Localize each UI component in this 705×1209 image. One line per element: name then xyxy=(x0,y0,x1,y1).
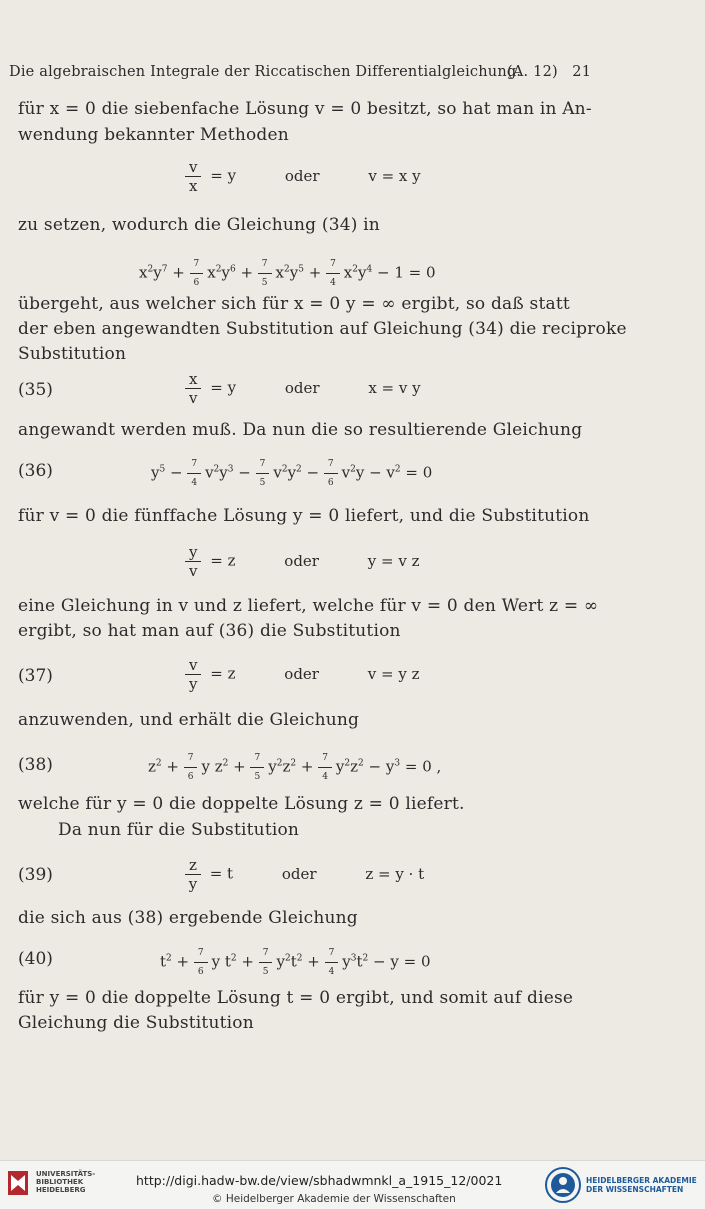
text-line: für y = 0 die doppelte Lösung t = 0 ergibt, und somit auf diese xyxy=(18,988,574,1008)
equation-40: $t^2$ + $\frac{7}{6}$ y $t^2$ + $\frac{7}{5}$ $y^2t^2$ + $\frac{7}{4}$ $y^3t^2 - y = 0$ xyxy=(160,944,431,981)
academy-seal-icon xyxy=(544,1165,582,1205)
text-line: für v = 0 die fünffache Lösung y = 0 liefert, und die Substitution xyxy=(18,506,590,526)
equation-number: (40) xyxy=(18,949,53,969)
library-crest-icon xyxy=(6,1167,30,1199)
running-header xyxy=(9,64,592,80)
academy-logo: HEIDELBERGER AKADEMIE DER WISSENSCHAFTEN xyxy=(544,1165,582,1209)
permalink[interactable]: http://digi.hadw-bw.de/view/sbhadwmnkl_a_1915_12/0021 xyxy=(136,1173,503,1188)
text-line: ergibt, so hat man auf (36) die Substitution xyxy=(18,621,401,641)
equation-36: $y^5$ − $\frac{7}{4}$ $v^2y^3$ − $\frac{7}{5}$ $v^2y^2$ − $\frac{7}{6}$ $v^2y - v^2 = 0$ xyxy=(151,455,432,492)
viewer-footer xyxy=(0,1160,705,1209)
equation-39: $\frac{z}{y}$ = t oder z = y · t xyxy=(185,856,424,893)
substitution-3: $\frac{y}{v}$ = z oder y = v z xyxy=(185,543,420,580)
text-line: wendung bekannter Methoden xyxy=(18,125,289,145)
text-line: der eben angewandten Substitution auf Gleichung (34) die reciproke xyxy=(18,319,627,339)
page-number: 21 xyxy=(572,64,592,80)
university-library-logo: UNIVERSITÄTS-BIBLIOTHEK HEIDELBERG xyxy=(6,1167,30,1203)
equation-number: (37) xyxy=(18,666,53,686)
header-section: (A. 12) xyxy=(507,64,558,80)
equation-number: (35) xyxy=(18,380,53,400)
text-line: Da nun für die Substitution xyxy=(58,820,300,840)
text-line: zu setzen, wodurch die Gleichung (34) in xyxy=(18,215,380,235)
equation-35: $\frac{x}{v}$ = y oder x = v y xyxy=(185,370,421,407)
equation-number: (38) xyxy=(18,755,53,775)
equation-number: (39) xyxy=(18,865,53,885)
text-line: eine Gleichung in v und z liefert, welche für v = 0 den Wert z = ∞ xyxy=(18,596,599,616)
text-line: übergeht, aus welcher sich für x = 0 y = ∞ ergibt, so daß statt xyxy=(18,294,570,314)
text-line: Gleichung die Substitution xyxy=(18,1013,254,1033)
text-line: angewandt werden muß. Da nun die so resultierende Gleichung xyxy=(18,420,583,440)
equation-34-transformed: $x^2y^7$ + $\frac{7}{6}$ $x^2y^6$ + $\frac{7}{5}$ $x^2y^5$ + $\frac{7}{4}$ $x^2y^4 - 1 = 0$ xyxy=(139,255,436,292)
substitution-1: $\frac{v}{x}$ = y oder v = x y xyxy=(185,158,421,195)
equation-37: $\frac{v}{y}$ = z oder v = y z xyxy=(185,656,420,693)
text-line: für x = 0 die siebenfache Lösung v = 0 besitzt, so hat man in An- xyxy=(18,99,592,119)
header-title: Die algebraischen Integrale der Riccatischen Differentialgleichung. xyxy=(9,64,522,80)
text-line: welche für y = 0 die doppelte Lösung z = 0 liefert. xyxy=(18,794,465,814)
copyright-notice: © Heidelberger Akademie der Wissenschaften xyxy=(212,1193,456,1205)
text-line: die sich aus (38) ergebende Gleichung xyxy=(18,908,358,928)
text-line: Substitution xyxy=(18,344,127,364)
equation-38: $z^2$ + $\frac{7}{6}$ y $z^2$ + $\frac{7}{5}$ $y^2z^2$ + $\frac{7}{4}$ $y^2z^2 - y^3 = 0$ , xyxy=(148,749,441,786)
equation-number: (36) xyxy=(18,461,53,481)
text-line: anzuwenden, und erhält die Gleichung xyxy=(18,710,360,730)
